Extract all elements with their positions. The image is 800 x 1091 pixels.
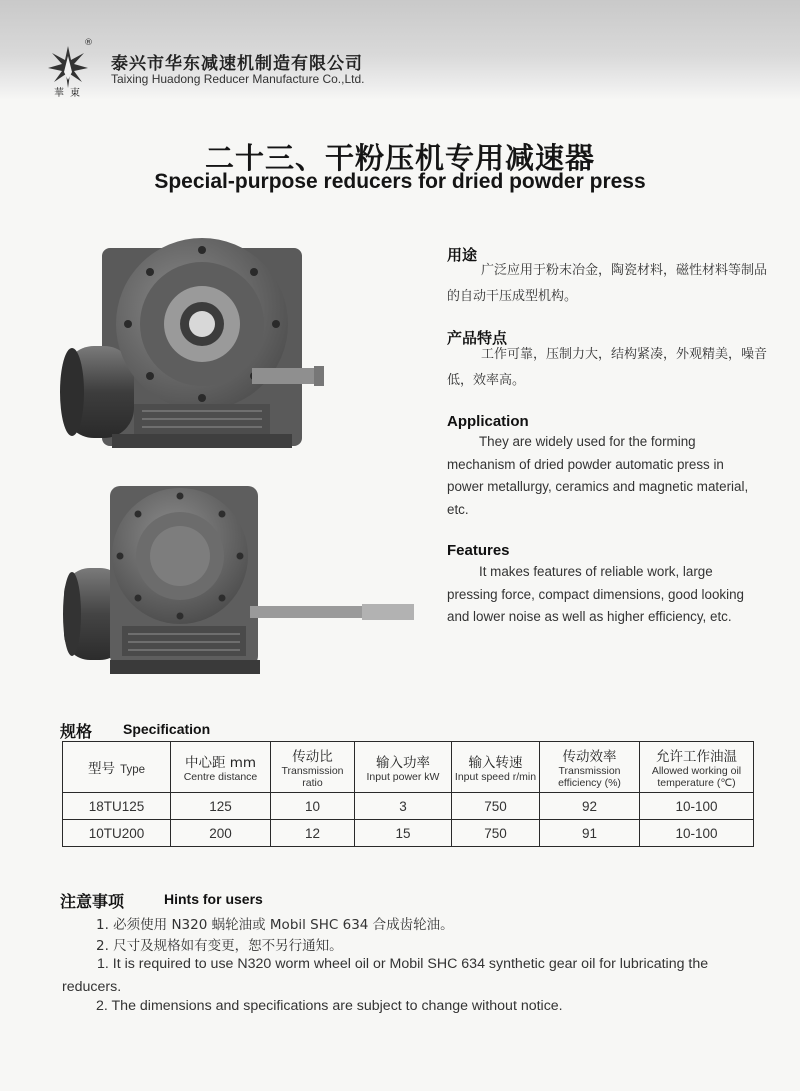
registered-mark: ® — [84, 38, 93, 48]
hint-item-cn-1: 1. 必须使用 N320 蜗轮油或 Mobil SHC 634 合成齿轮油。 — [96, 917, 454, 933]
hint-item-cn-2: 2. 尺寸及规格如有变更，恕不另行通知。 — [96, 938, 343, 954]
col-type-en: Type — [120, 764, 146, 776]
col-type-cn: 型号 — [87, 761, 115, 777]
features-cn-heading: 产品特点 — [447, 329, 508, 347]
col-header-efficiency — [540, 742, 640, 793]
features-en-text: It makes features of reliable work, large pressing force, compact dimensions, good looking and lower noise as well as higher efficiency, etc. — [447, 564, 744, 624]
page-title-en: Special-purpose reducers for dried powder press — [154, 170, 646, 193]
col-header-ratio — [271, 742, 355, 793]
spec-header-row — [63, 742, 754, 793]
spec-table — [62, 741, 754, 847]
usage-heading: 用途 — [447, 246, 478, 264]
col-speed-cn: 输入转速 — [468, 755, 523, 771]
hints-heading-cn: 注意事项 — [60, 892, 125, 911]
col-header-centre — [171, 742, 271, 793]
hint-item-en-2: 2. The dimensions and specifications are subject to change without notice. — [96, 998, 563, 1014]
cell-power: 3 — [355, 793, 452, 820]
application-heading: Application — [447, 413, 529, 430]
cell-centre: 200 — [171, 820, 271, 847]
cell-type: 10TU200 — [63, 820, 171, 847]
page-title-cn: 二十三、干粉压机专用减速器 — [204, 141, 595, 175]
col-header-speed — [452, 742, 540, 793]
features-en-heading: Features — [447, 542, 510, 559]
hints-heading-en: Hints for users — [164, 891, 263, 907]
col-ratio-cn: 传动比 — [292, 749, 333, 765]
cell-speed: 750 — [452, 793, 540, 820]
cell-ratio: 12 — [271, 820, 355, 847]
col-ratio-en: Transmission ratio — [281, 765, 344, 789]
cell-speed: 750 — [452, 820, 540, 847]
reducer-photo-front — [52, 228, 337, 456]
application-text: They are widely used for the forming mechanism of dried powder automatic press in power metallurgy, ceramics and magnetic material, etc. — [447, 434, 749, 517]
table-row — [63, 793, 754, 820]
spec-heading-cn: 规格 — [60, 722, 93, 741]
table-row — [63, 820, 754, 847]
col-speed-en: Input speed r/min — [454, 771, 537, 783]
col-efficiency-en: Transmission efficiency (%) — [558, 765, 621, 789]
col-centre-cn: 中心距 mm — [184, 755, 257, 771]
col-header-temperature — [640, 742, 754, 793]
hint-item-en-1: 1. It is required to use N320 worm wheel oil or Mobil SHC 634 synthetic gear oil for lubricating the reducers. — [62, 956, 709, 995]
cell-type: 18TU125 — [63, 793, 171, 820]
usage-text: 广泛应用于粉末冶金，陶瓷材料，磁性材料等制品的自动干压成型机构。 — [447, 263, 768, 304]
cell-efficiency: 92 — [540, 793, 640, 820]
col-power-cn: 输入功率 — [376, 755, 430, 771]
company-name-cn: 泰兴市华东减速机制造有限公司 — [111, 54, 363, 74]
logo-chars: 華東 — [54, 88, 86, 99]
spec-heading-en: Specification — [123, 721, 211, 737]
cell-temperature: 10-100 — [640, 820, 754, 847]
col-header-power — [355, 742, 452, 793]
cell-power: 15 — [355, 820, 452, 847]
col-temperature-en: Allowed working oil temperature (℃) — [651, 765, 742, 789]
col-centre-en: Centre distance — [183, 771, 258, 783]
cell-centre: 125 — [171, 793, 271, 820]
cell-efficiency: 91 — [540, 820, 640, 847]
col-efficiency-cn: 传动效率 — [562, 749, 617, 765]
cell-ratio: 10 — [271, 793, 355, 820]
col-power-en: Input power kW — [366, 771, 440, 783]
company-name-en: Taixing Huadong Reducer Manufacture Co.,Ltd. — [111, 72, 365, 86]
col-temperature-cn: 允许工作油温 — [656, 749, 737, 765]
col-header-type — [63, 742, 171, 793]
features-cn-text: 工作可靠，压制力大，结构紧凑，外观精美，噪音低，效率高。 — [447, 347, 768, 388]
cell-temperature: 10-100 — [640, 793, 754, 820]
reducer-photo-side — [62, 476, 422, 680]
